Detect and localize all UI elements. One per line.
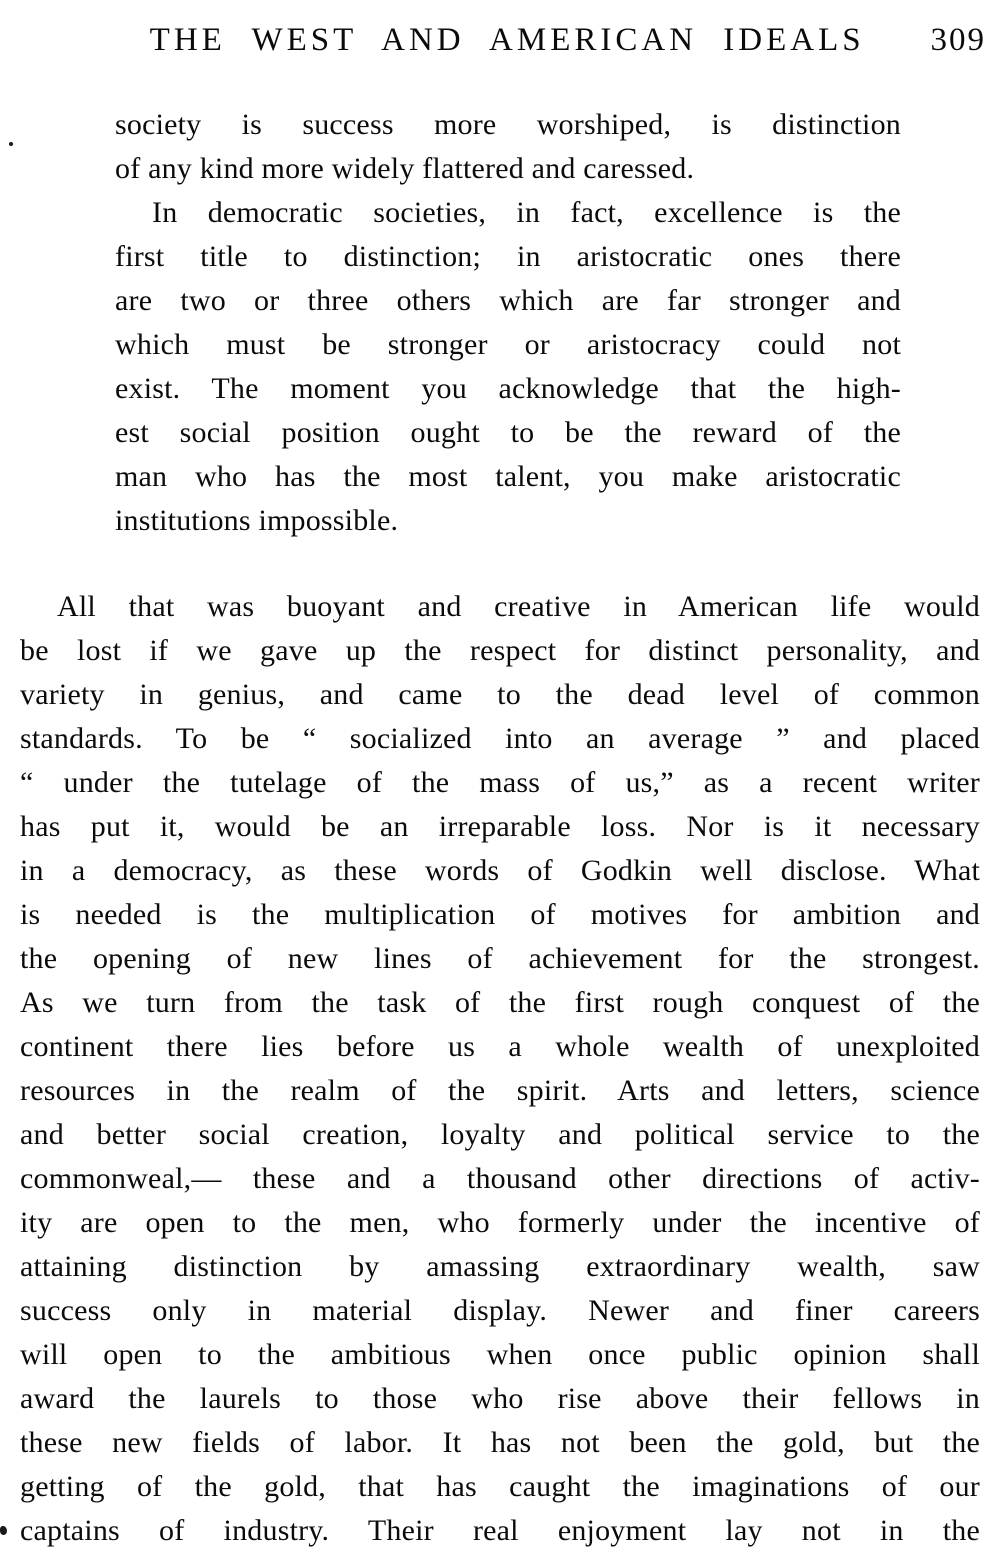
- body-line: has put it, would be an irreparable loss. Nor is it necessary: [20, 810, 980, 843]
- quote-line: institutions impossible.: [115, 504, 399, 537]
- body-line: captains of industry. Their real enjoyment lay not in the: [20, 1514, 980, 1547]
- quote-line: which must be stronger or aristocracy could not: [115, 328, 901, 361]
- body-line: As we turn from the task of the first rough conquest of the: [20, 986, 980, 1019]
- body-line: success only in material display. Newer and finer careers: [20, 1294, 980, 1327]
- body-line: All that was buoyant and creative in American life would: [57, 590, 980, 623]
- body-line: will open to the ambitious when once public opinion shall: [20, 1338, 980, 1371]
- main-paragraph: [20, 585, 980, 1553]
- body-line: standards. To be “ socialized into an average ” and placed: [20, 722, 980, 755]
- running-head: [0, 22, 1000, 66]
- body-line: the opening of new lines of achievement for the strongest.: [20, 942, 980, 975]
- quote-line: est social position ought to be the reward of the: [115, 416, 901, 449]
- body-line: in a democracy, as these words of Godkin well disclose. What: [20, 854, 980, 887]
- body-line: attaining distinction by amassing extraordinary wealth, saw: [20, 1250, 980, 1283]
- quote-line: In democratic societies, in fact, excellence is the: [152, 196, 901, 229]
- quote-line: exist. The moment you acknowledge that the high-: [115, 372, 901, 405]
- scan-speck: [9, 142, 13, 146]
- quote-line: first title to distinction; in aristocratic ones there: [115, 240, 901, 273]
- quote-line: are two or three others which are far stronger and: [115, 284, 901, 317]
- body-line: getting of the gold, that has caught the imaginations of our: [20, 1470, 980, 1503]
- body-line: continent there lies before us a whole wealth of unexploited: [20, 1030, 980, 1063]
- body-line: commonweal,— these and a thousand other directions of activ-: [20, 1162, 980, 1195]
- body-line: variety in genius, and came to the dead level of common: [20, 678, 980, 711]
- block-quote-godkin: [115, 103, 901, 543]
- body-line: “ under the tutelage of the mass of us,” as a recent writer: [20, 766, 980, 799]
- scan-speck: [0, 1526, 7, 1535]
- quote-line: society is success more worshiped, is distinction: [115, 108, 901, 141]
- body-line: resources in the realm of the spirit. Arts and letters, science: [20, 1074, 980, 1107]
- page-number: 309: [930, 22, 986, 58]
- body-line: be lost if we gave up the respect for distinct personality, and: [20, 634, 980, 667]
- body-line: is needed is the multiplication of motives for ambition and: [20, 898, 980, 931]
- body-line: these new fields of labor. It has not been the gold, but the: [20, 1426, 980, 1459]
- running-head-title: THE WEST AND AMERICAN IDEALS: [149, 22, 865, 58]
- quote-line: man who has the most talent, you make aristocratic: [115, 460, 901, 493]
- body-line: award the laurels to those who rise above their fellows in: [20, 1382, 980, 1415]
- body-line: ity are open to the men, who formerly under the incentive of: [20, 1206, 980, 1239]
- quote-line: of any kind more widely flattered and caressed.: [115, 152, 695, 185]
- body-line: and better social creation, loyalty and political service to the: [20, 1118, 980, 1151]
